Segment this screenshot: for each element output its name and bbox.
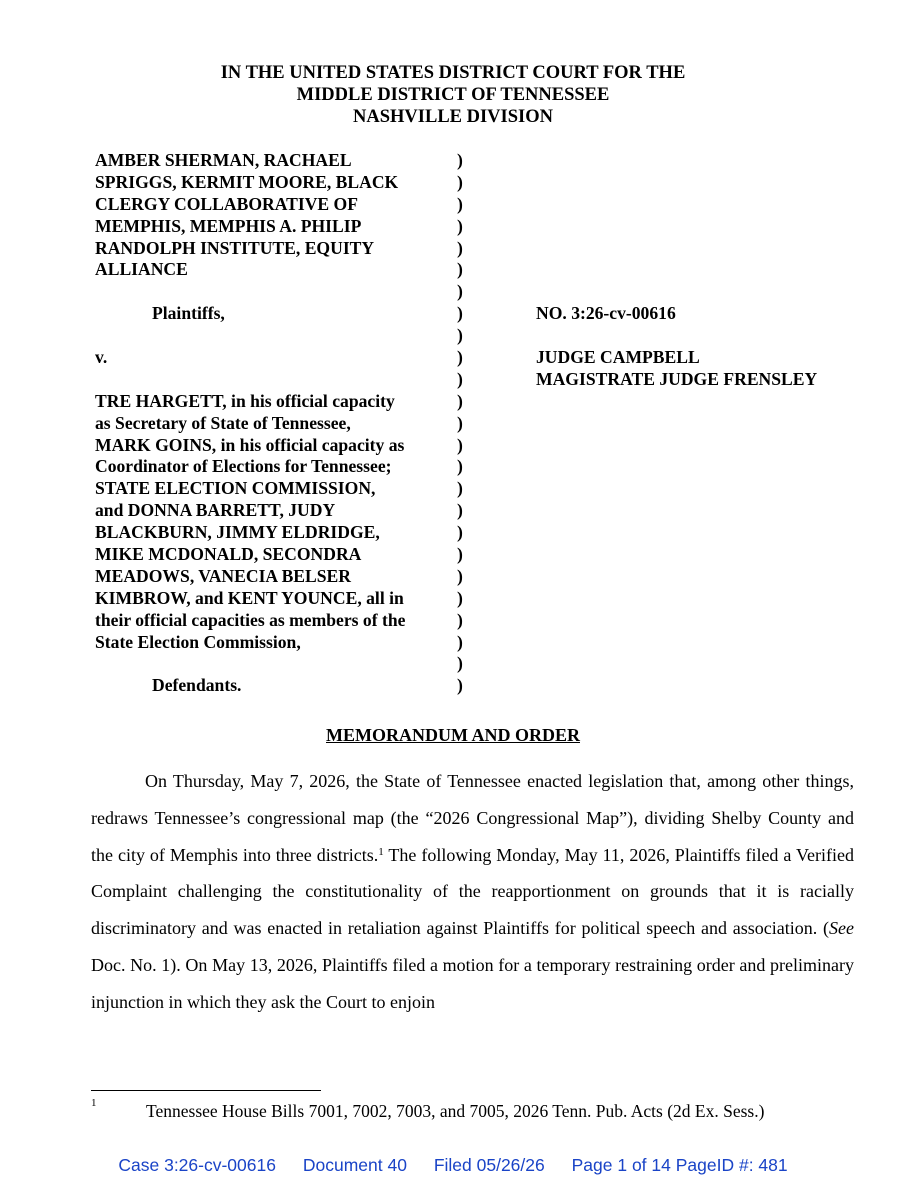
caption-paren: ) [457, 347, 463, 368]
plaintiff-line: CLERGY COLLABORATIVE OF [95, 193, 358, 214]
caption-paren: ) [457, 412, 463, 433]
defendant-line: their official capacities as members of the [95, 609, 406, 630]
magistrate-judge-name: MAGISTRATE JUDGE FRENSLEY [536, 369, 818, 389]
caption-paren: ) [457, 150, 463, 170]
defendant-line: MARK GOINS, in his official capacity as [95, 434, 405, 455]
court-header-line: MIDDLE DISTRICT OF TENNESSEE [296, 85, 610, 105]
plaintiff-line: AMBER SHERMAN, RACHAEL [95, 150, 352, 170]
case-caption-parties [95, 150, 455, 697]
defendant-line: BLACKBURN, JIMMY ELDRIDGE, [95, 522, 380, 543]
defendant-line: KIMBROW, and KENT YOUNCE, all in [95, 587, 404, 608]
caption-paren: ) [457, 281, 463, 302]
defendant-line: STATE ELECTION COMMISSION, [95, 478, 376, 499]
caption-paren: ) [457, 653, 463, 674]
plaintiff-line: RANDOLPH INSTITUTE, EQUITY [95, 237, 375, 258]
footnote-number: 1 [91, 1097, 97, 1109]
footnote-text: Tennessee House Bills 7001, 7002, 7003, and 7005, 2026 Tenn. Pub. Acts (2d Ex. Sess.) [146, 1101, 765, 1121]
spacer [95, 325, 455, 347]
caption-paren: ) [457, 325, 463, 346]
body-text: The following Monday, May 11, 2026, Plaintiffs filed a Verified Complaint challenging the constitutionality of the reapportionment on grounds that it is racially discriminatory and was enacted in retaliation against Plaintiffs for political speech and association. ( [91, 844, 854, 939]
caption-paren: ) [457, 215, 463, 236]
defendant-line: State Election Commission, [95, 631, 301, 652]
caption-paren: ) [457, 368, 463, 389]
caption-paren: ) [457, 544, 463, 565]
defendant-line: and DONNA BARRETT, JUDY [95, 500, 336, 521]
defendant-line: Coordinator of Elections for Tennessee; [95, 456, 392, 477]
spacer [95, 281, 455, 303]
caption-paren: ) [457, 171, 463, 192]
case-number: NO. 3:26-cv-00616 [536, 303, 676, 323]
body-text: Doc. No. 1). On May 13, 2026, Plaintiffs filed a motion for a temporary restraining order and preliminary injunction in which they ask the Court to enjoin [91, 954, 854, 1012]
defendant-line: MEADOWS, VANECIA BELSER [95, 565, 351, 586]
court-header-line: IN THE UNITED STATES DISTRICT COURT FOR THE [220, 63, 686, 83]
spacer [95, 653, 455, 675]
defendant-line: as Secretary of State of Tennessee, [95, 412, 351, 433]
defendant-line: TRE HARGETT, in his official capacity [95, 390, 395, 411]
caption-paren: ) [457, 609, 463, 630]
caption-paren: ) [457, 587, 463, 608]
caption-parentheses [457, 150, 473, 697]
caption-paren: ) [457, 390, 463, 411]
versus-label: v. [95, 347, 108, 368]
memorandum-body [91, 763, 854, 1021]
plaintiff-line: ALLIANCE [95, 259, 188, 280]
document-title-text: MEMORANDUM AND ORDER [326, 725, 580, 745]
caption-paren: ) [457, 237, 463, 258]
caption-paren: ) [457, 478, 463, 499]
spacer [95, 369, 455, 391]
footer-filed-date: Filed 05/26/26 [433, 1155, 545, 1175]
footer-document-number: Document 40 [302, 1155, 407, 1175]
caption-paren: ) [457, 456, 463, 477]
caption-paren: ) [457, 565, 463, 586]
judge-name: JUDGE CAMPBELL [536, 347, 700, 367]
plaintiff-line: MEMPHIS, MEMPHIS A. PHILIP [95, 215, 362, 236]
footer-page-info: Page 1 of 14 PageID #: 481 [571, 1155, 788, 1175]
footnote-divider [91, 1090, 321, 1091]
caption-paren: ) [457, 434, 463, 455]
caption-paren: ) [457, 303, 463, 324]
defendants-label: Defendants. [152, 675, 242, 696]
caption-paren: ) [457, 675, 463, 696]
plaintiff-line: SPRIGGS, KERMIT MOORE, BLACK [95, 171, 399, 192]
caption-paren: ) [457, 500, 463, 521]
court-header-line: NASHVILLE DIVISION [353, 107, 553, 127]
caption-paren: ) [457, 631, 463, 652]
citation-signal: See [829, 918, 854, 939]
footer-case-number: Case 3:26-cv-00616 [118, 1155, 276, 1175]
caption-paren: ) [457, 193, 463, 214]
defendant-line: MIKE MCDONALD, SECONDRA [95, 544, 362, 565]
footnote-reference[interactable]: 1 [378, 845, 384, 858]
document-title [0, 725, 906, 746]
body-paragraph [91, 763, 854, 1021]
caption-paren: ) [457, 259, 463, 280]
court-header [0, 62, 906, 128]
caption-paren: ) [457, 522, 463, 543]
body-text: On Thursday, May 7, 2026, the State of Tennessee enacted legislation that, among other things, redraws Tennessee’s congressional map (the “2026 Congressional Map”), dividing Shelby County and the city of Memphis into three districts. [91, 771, 854, 865]
plaintiffs-label: Plaintiffs, [152, 303, 225, 324]
ecf-footer [0, 1155, 906, 1176]
